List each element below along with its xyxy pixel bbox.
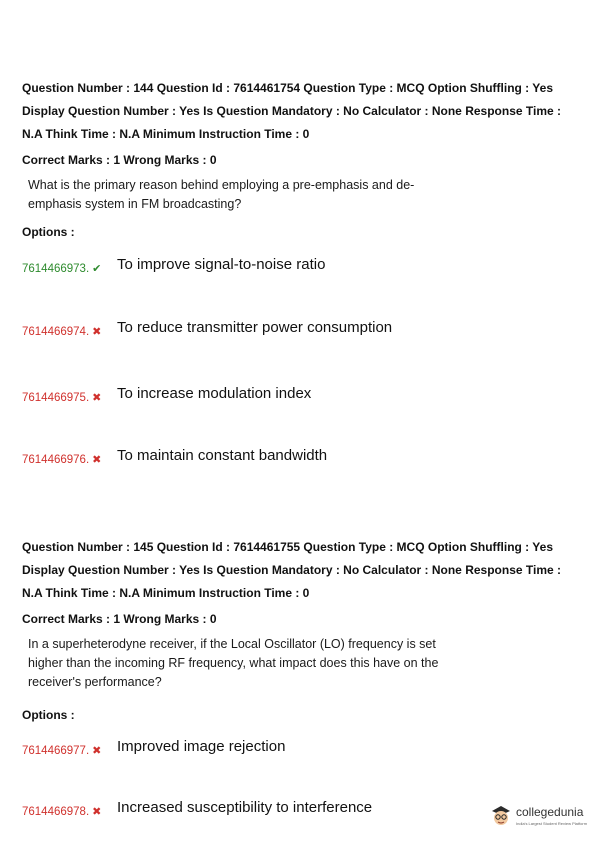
option-id: 7614466973. ✔ xyxy=(22,263,102,275)
question-text: In a superheterodyne receiver, if the Local Oscillator (LO) frequency is set higher than the incoming RF frequency, what impact does this have on the receiver's performance? xyxy=(28,637,439,689)
option-id: 7614466977. ✖ xyxy=(22,745,102,757)
option-id: 7614466976. ✖ xyxy=(22,454,102,466)
question-text: What is the primary reason behind employing a pre-emphasis and de-emphasis system in FM broadcasting? xyxy=(28,178,415,211)
option-id: 7614466978. ✖ xyxy=(22,806,102,818)
options-label: Options : xyxy=(22,708,75,722)
logo-tagline: India's Largest Student Review Platform xyxy=(516,821,588,826)
cross-icon: ✖ xyxy=(92,745,102,757)
option-id: 7614466974. ✖ xyxy=(22,326,102,338)
collegedunia-logo xyxy=(489,800,589,832)
cross-icon: ✖ xyxy=(92,806,102,818)
question-meta: Question Number : 144 Question Id : 7614461754 Question Type : MCQ Option Shuffling : Yes Display Question Number : Yes Is Question Mandatory : No Calculator : None Response Time : N.A Think Time : N.A Minimum Instruction Time : 0 xyxy=(22,81,561,141)
option-id: 7614466975. ✖ xyxy=(22,392,102,404)
options-label: Options : xyxy=(22,225,75,239)
option-text: Increased susceptibility to interference xyxy=(117,799,373,816)
cross-icon: ✖ xyxy=(92,454,102,466)
cross-icon: ✖ xyxy=(92,392,102,404)
option-text: To reduce transmitter power consumption xyxy=(117,319,393,336)
question-marks: Correct Marks : 1 Wrong Marks : 0 xyxy=(22,153,217,167)
option-text: To increase modulation index xyxy=(117,385,312,402)
cross-icon: ✖ xyxy=(92,326,102,338)
option-text: Improved image rejection xyxy=(117,738,286,755)
check-icon: ✔ xyxy=(92,263,102,275)
question-marks: Correct Marks : 1 Wrong Marks : 0 xyxy=(22,612,217,626)
option-text: To improve signal-to-noise ratio xyxy=(117,256,326,273)
logo-name: collegedunia xyxy=(516,805,584,819)
question-meta: Question Number : 145 Question Id : 7614461755 Question Type : MCQ Option Shuffling : Yes Display Question Number : Yes Is Question Mandatory : No Calculator : None Response Time : N.A Think Time : N.A Minimum Instruction Time : 0 xyxy=(22,540,561,600)
option-text: To maintain constant bandwidth xyxy=(117,447,328,464)
student-mascot-icon xyxy=(489,802,513,828)
